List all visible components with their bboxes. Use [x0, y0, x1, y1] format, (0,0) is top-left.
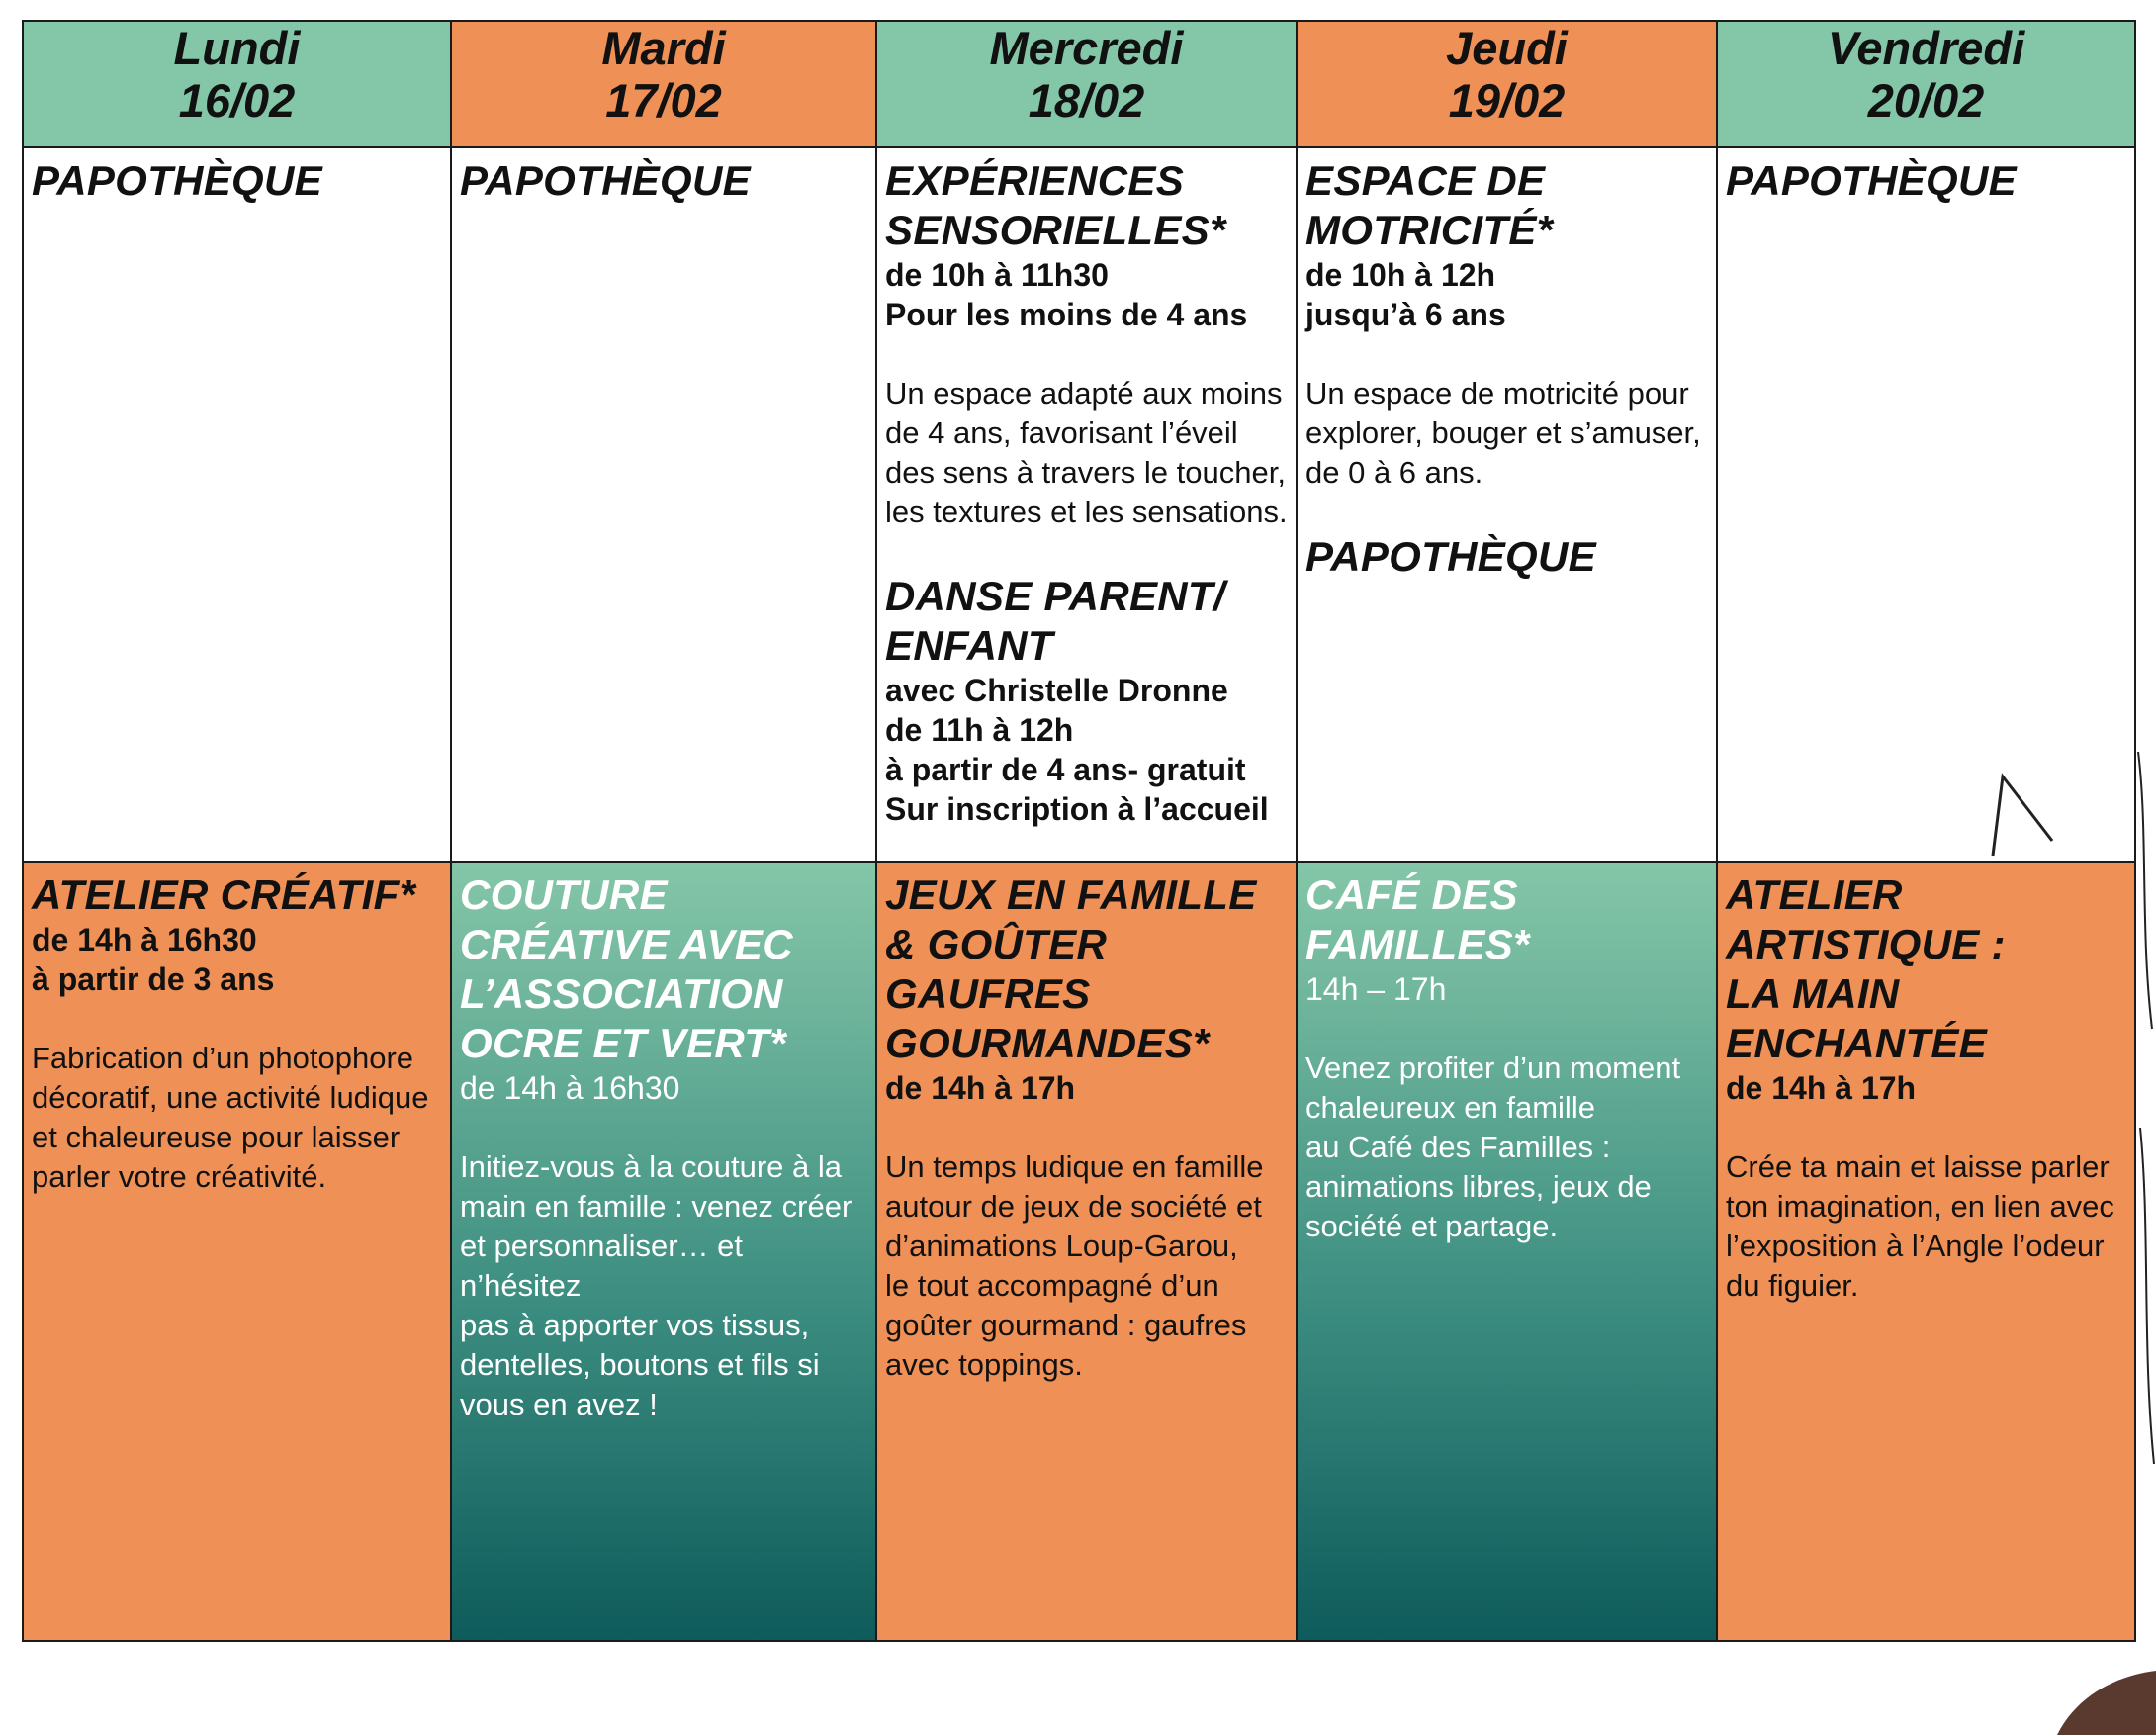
morning-mercredi	[877, 148, 1298, 863]
activity-desc: Crée ta main et laisse parler	[1726, 1149, 2110, 1184]
day-name: Mardi	[601, 22, 726, 74]
activity-title: CRÉATIVE AVEC	[460, 921, 793, 967]
activity-desc: dentelles, boutons et fils si	[460, 1347, 820, 1382]
activity-desc: société et partage.	[1305, 1209, 1559, 1243]
activity-title: PAPOTHÈQUE	[1726, 157, 2017, 204]
activity-title: EXPÉRIENCES	[885, 157, 1185, 204]
header-vendredi	[1718, 22, 2134, 148]
afternoon-jeudi	[1298, 863, 1718, 1640]
activity-desc: Un temps ludique en famille	[885, 1149, 1264, 1184]
activity-desc: Un espace de motricité pour	[1305, 376, 1689, 411]
activity-age: à partir de 4 ans- gratuit	[885, 752, 1246, 787]
activity-title: ESPACE DE	[1305, 157, 1546, 204]
header-mardi	[452, 22, 877, 148]
activity-time: de 14h à 16h30	[460, 1070, 680, 1106]
activity-title: L’ASSOCIATION	[460, 970, 783, 1017]
activity-desc: Fabrication d’un photophore	[32, 1041, 414, 1075]
day-name: Mercredi	[989, 22, 1184, 74]
day-date: 16/02	[178, 74, 296, 127]
activity-desc: de 0 à 6 ans.	[1305, 455, 1483, 490]
activity-time: de 10h à 11h30	[885, 257, 1109, 293]
activity-desc: goûter gourmand : gaufres	[885, 1308, 1247, 1342]
activity-desc: pas à apporter vos tissus,	[460, 1308, 810, 1342]
activity-title: PAPOTHÈQUE	[32, 157, 322, 204]
activity-desc: explorer, bouger et s’amuser,	[1305, 415, 1701, 450]
activity-title: LA MAIN	[1726, 970, 1900, 1017]
activity-age: à partir de 3 ans	[32, 961, 275, 997]
afternoon-mardi	[452, 863, 877, 1640]
activity-age: Pour les moins de 4 ans	[885, 297, 1248, 332]
activity-title: CAFÉ DES	[1305, 871, 1518, 918]
afternoon-lundi	[24, 863, 452, 1640]
morning-lundi	[24, 148, 452, 863]
activity-signup: Sur inscription à l’accueil	[885, 791, 1269, 827]
activity-title: ENFANT	[885, 622, 1053, 669]
activity-title: FAMILLES*	[1305, 921, 1530, 967]
activity-desc: des sens à travers le toucher,	[885, 455, 1286, 490]
activity-desc: chaleureux en famille	[1305, 1090, 1595, 1125]
activity-desc: main en famille : venez créer	[460, 1189, 853, 1224]
activity-time: de 14h à 16h30	[32, 922, 257, 958]
morning-vendredi	[1718, 148, 2134, 863]
activity-title: SENSORIELLES*	[885, 207, 1226, 253]
activity-time: de 10h à 12h	[1305, 257, 1496, 293]
activity-title: PAPOTHÈQUE	[460, 157, 751, 204]
header-lundi	[24, 22, 452, 148]
activity-desc: l’exposition à l’Angle l’odeur	[1726, 1229, 2105, 1263]
activity-desc: Un espace adapté aux moins	[885, 376, 1283, 411]
activity-desc: et personnaliser… et n’hésitez	[460, 1229, 744, 1303]
activity-desc: les textures et les sensations.	[885, 495, 1288, 529]
day-name: Vendredi	[1827, 22, 2025, 74]
day-date: 19/02	[1448, 74, 1566, 127]
activity-title: GOURMANDES*	[885, 1020, 1210, 1066]
activity-title: ENCHANTÉE	[1726, 1020, 1988, 1066]
activity-desc: parler votre créativité.	[32, 1159, 327, 1194]
activity-title: OCRE ET VERT*	[460, 1020, 786, 1066]
illustration-ear-decoration	[1988, 772, 2057, 861]
activity-title: JEUX EN FAMILLE	[885, 871, 1257, 918]
activity-time: 14h – 17h	[1305, 971, 1447, 1007]
activity-desc: le tout accompagné d’un	[885, 1268, 1219, 1303]
activity-desc: Initiez-vous à la couture à la	[460, 1149, 842, 1184]
afternoon-vendredi	[1718, 863, 2134, 1640]
activity-title: PAPOTHÈQUE	[1305, 533, 1596, 580]
activity-title: GAUFRES	[885, 970, 1091, 1017]
activity-title: MOTRICITÉ*	[1305, 207, 1554, 253]
illustration-corner-decoration	[2018, 1616, 2156, 1735]
activity-desc: d’animations Loup-Garou,	[885, 1229, 1238, 1263]
illustration-edge-decoration	[2136, 712, 2156, 1602]
morning-mardi	[452, 148, 877, 863]
activity-desc: du figuier.	[1726, 1268, 1859, 1303]
activity-title: ARTISTIQUE :	[1726, 921, 2006, 967]
day-name: Jeudi	[1446, 22, 1568, 74]
activity-desc: vous en avez !	[460, 1387, 658, 1421]
activity-desc: de 4 ans, favorisant l’éveil	[885, 415, 1238, 450]
header-mercredi	[877, 22, 1298, 148]
activity-desc: et chaleureuse pour laisser	[32, 1120, 401, 1154]
day-date: 17/02	[605, 74, 722, 127]
afternoon-mercredi	[877, 863, 1298, 1640]
activity-desc: ton imagination, en lien avec	[1726, 1189, 2114, 1224]
activity-desc: autour de jeux de société et	[885, 1189, 1262, 1224]
activity-title: DANSE PARENT/	[885, 573, 1225, 619]
activity-title: ATELIER CRÉATIF*	[32, 871, 416, 918]
activity-desc: avec toppings.	[885, 1347, 1083, 1382]
activity-host: avec Christelle Dronne	[885, 673, 1228, 708]
activity-time: de 14h à 17h	[1726, 1070, 1917, 1106]
activity-desc: animations libres, jeux de	[1305, 1169, 1652, 1204]
activity-title: & GOÛTER	[885, 921, 1108, 967]
activity-time: de 14h à 17h	[885, 1070, 1076, 1106]
activity-desc: décoratif, une activité ludique	[32, 1080, 429, 1115]
activity-age: jusqu’à 6 ans	[1305, 297, 1506, 332]
morning-jeudi	[1298, 148, 1718, 863]
activity-desc: au Café des Familles :	[1305, 1130, 1611, 1164]
activity-time: de 11h à 12h	[885, 712, 1074, 748]
activity-title: COUTURE	[460, 871, 668, 918]
day-date: 20/02	[1867, 74, 1985, 127]
activity-desc: Venez profiter d’un moment	[1305, 1050, 1681, 1085]
day-date: 18/02	[1028, 74, 1145, 127]
weekly-schedule	[22, 20, 2136, 1642]
activity-title: ATELIER	[1726, 871, 1903, 918]
day-name: Lundi	[173, 22, 301, 74]
header-jeudi	[1298, 22, 1718, 148]
